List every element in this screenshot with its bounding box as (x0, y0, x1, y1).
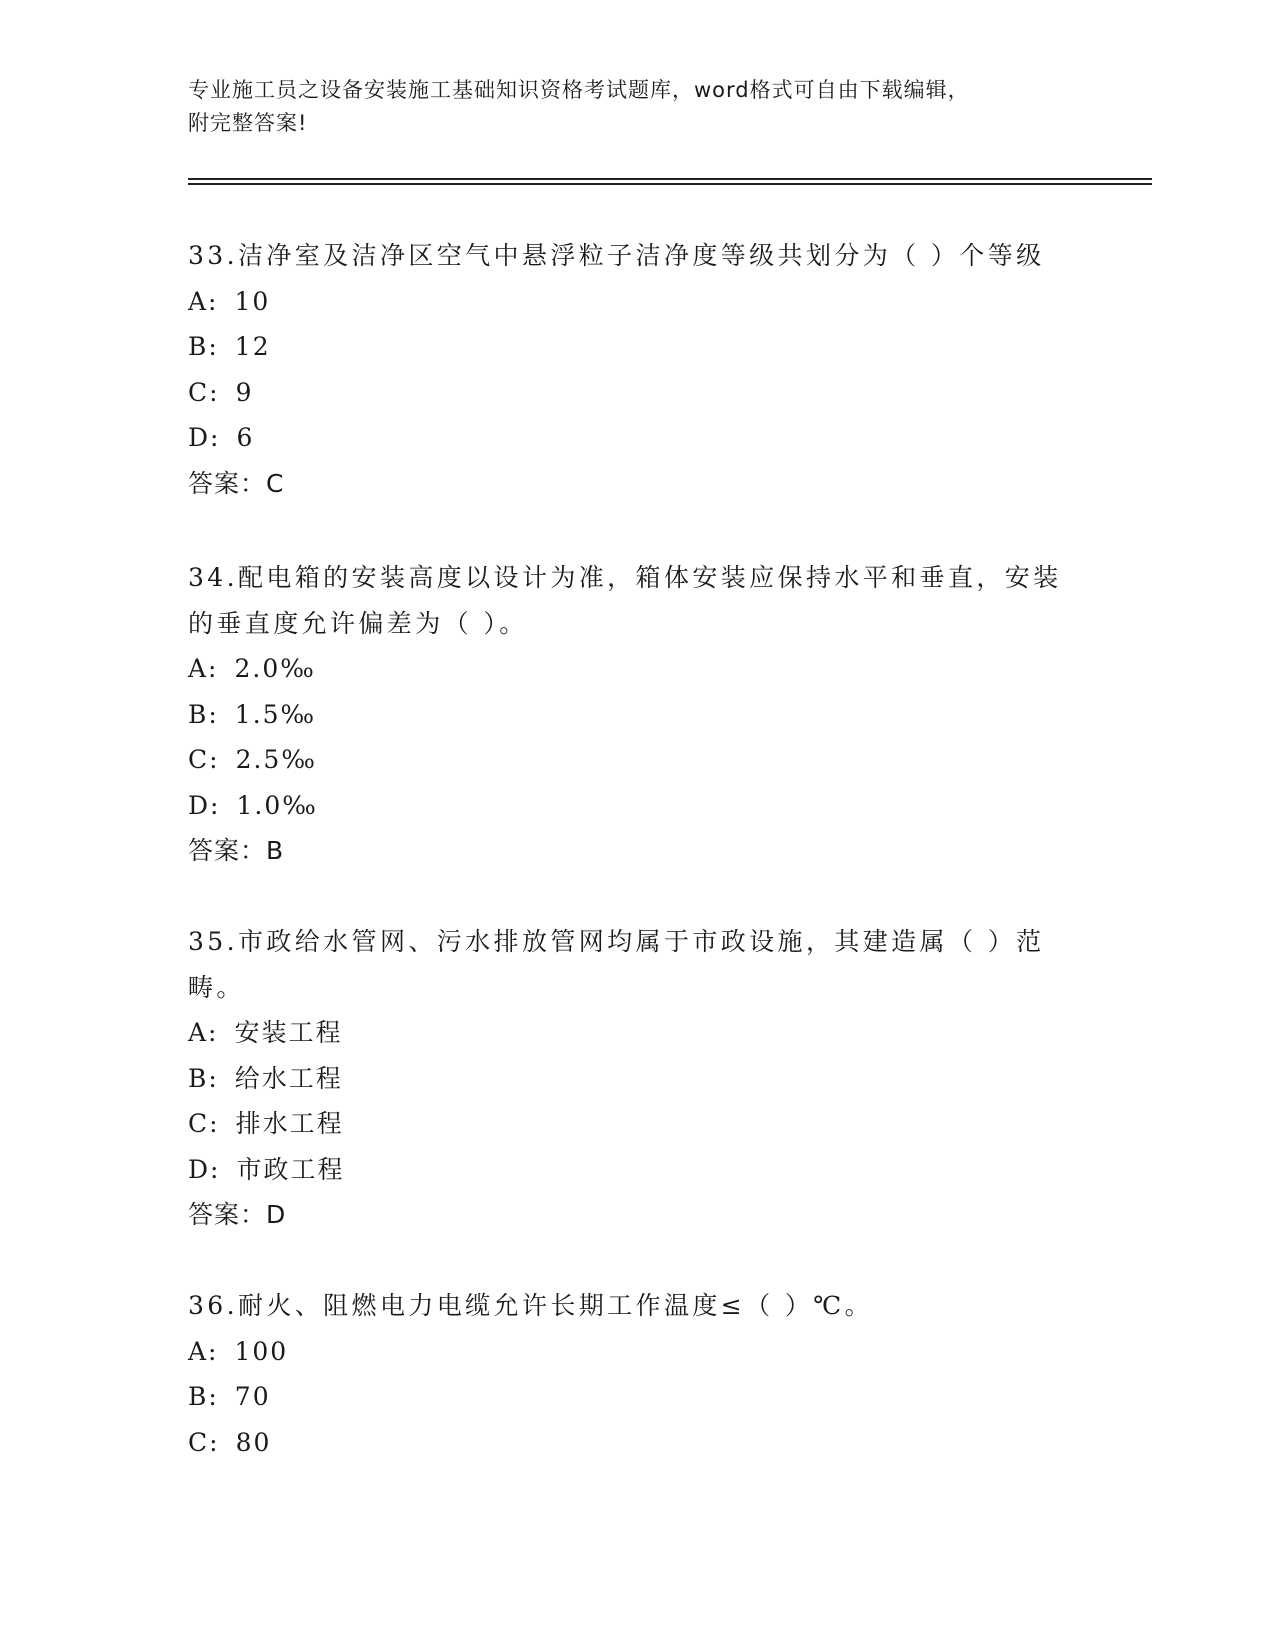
option-key: A: (188, 1336, 219, 1366)
answer: 答案：C (188, 468, 285, 498)
option-value: 6 (236, 423, 255, 452)
option-value: 2.0‰ (234, 654, 316, 683)
option-key: B: (188, 699, 219, 729)
option-key: D: (188, 1154, 221, 1184)
option-value: 70 (234, 1382, 271, 1411)
option-c (188, 737, 1088, 783)
option-key: D: (188, 423, 221, 452)
option-key: A: (188, 286, 219, 316)
option-d (188, 783, 1088, 829)
option-key: A: (188, 1018, 219, 1047)
option-key: B: (188, 1382, 219, 1411)
option-b (188, 324, 1088, 370)
question-36 (188, 1283, 1088, 1465)
option-a (188, 279, 1088, 325)
option-value: 2.5‰ (235, 745, 317, 774)
option-value: 10 (234, 286, 271, 316)
question-stem: 34.配电箱的安装高度以设计为准，箱体安装应保持水平和垂直，安装的垂直度允许偏差为（ ）。 (188, 563, 1062, 638)
option-key: C: (188, 1427, 220, 1457)
header-divider-top (188, 178, 1152, 180)
question-33 (188, 233, 1088, 506)
answer: 答案：D (188, 1200, 287, 1229)
header-line-2: 附完整答案! (188, 111, 308, 135)
option-key: B: (188, 1063, 219, 1093)
option-value: 给水工程 (234, 1063, 343, 1093)
option-value: 市政工程 (236, 1154, 345, 1184)
option-key: D: (188, 790, 221, 820)
option-value: 12 (234, 332, 271, 361)
option-c (188, 1101, 1088, 1147)
option-key: A: (188, 654, 219, 683)
question-35 (188, 919, 1088, 1238)
option-a (188, 646, 1088, 692)
option-key: C: (188, 1109, 220, 1138)
question-stem: 36.耐火、阻燃电力电缆允许长期工作温度≤（ ）℃。 (188, 1291, 874, 1320)
option-key: B: (188, 332, 219, 361)
option-value: 9 (235, 377, 254, 407)
option-a (188, 1010, 1088, 1056)
option-d (188, 415, 1088, 461)
question-stem: 35.市政给水管网、污水排放管网均属于市政设施，其建造属（ ）范畴。 (188, 927, 1045, 1002)
option-value: 80 (235, 1427, 272, 1457)
option-b (188, 1056, 1088, 1102)
option-c (188, 1420, 1088, 1466)
answer: 答案：B (188, 836, 285, 865)
option-value: 1.5‰ (234, 699, 317, 729)
header-divider-bottom (188, 183, 1152, 185)
option-d (188, 1147, 1088, 1193)
header-line-1: 专业施工员之设备安装施工基础知识资格考试题库，word格式可自由下载编辑， (188, 78, 970, 102)
option-key: C: (188, 745, 220, 774)
option-c (188, 370, 1088, 416)
option-value: 100 (234, 1336, 289, 1366)
option-value: 1.0‰ (236, 790, 318, 820)
option-a (188, 1329, 1088, 1375)
question-34 (188, 555, 1088, 874)
option-b (188, 692, 1088, 738)
option-value: 安装工程 (234, 1018, 343, 1047)
question-stem: 33.洁净室及洁净区空气中悬浮粒子洁净度等级共划分为（ ）个等级 (188, 241, 1045, 270)
document-header (188, 74, 1088, 140)
option-key: C: (188, 377, 220, 407)
option-value: 排水工程 (235, 1109, 344, 1138)
option-b (188, 1374, 1088, 1420)
